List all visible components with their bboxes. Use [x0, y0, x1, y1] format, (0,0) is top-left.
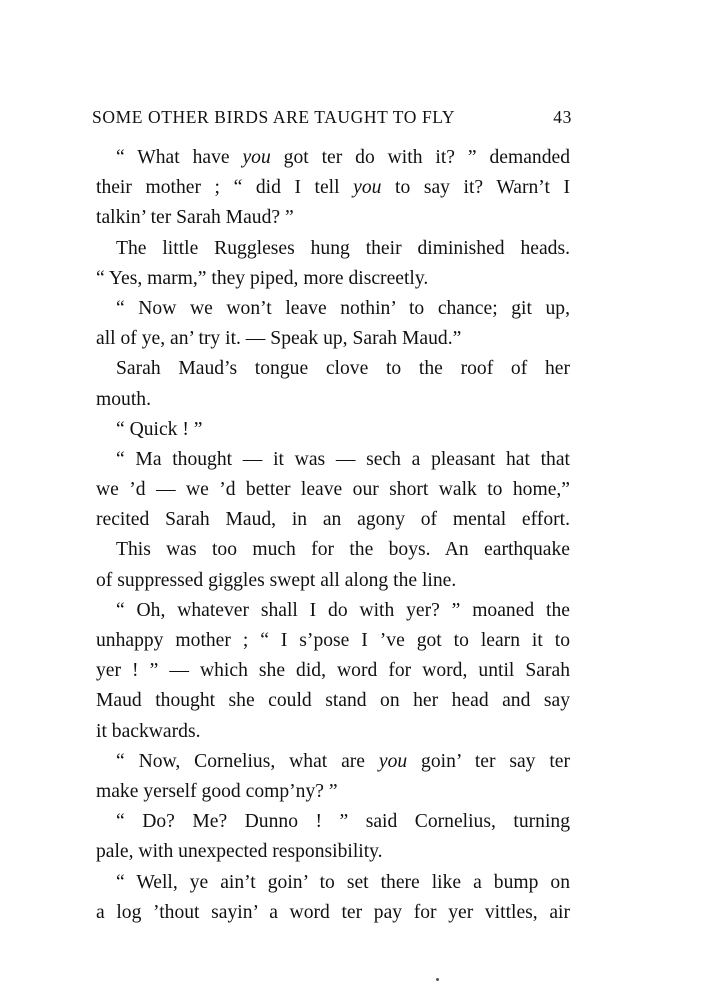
text-line: [96, 234, 570, 264]
text-run: their mother ; “ did I tell: [96, 177, 354, 199]
text-run: This was too much for the boys. An earthquake: [116, 539, 570, 561]
text-run: “ Yes, marm,” they piped, more discreetly.: [96, 267, 429, 289]
text-line: [96, 777, 570, 807]
text-line: [96, 415, 570, 445]
text-run: yer ! ” — which she did, word for word, until Sarah: [96, 660, 570, 682]
text-run: all of ye, an’ try it. — Speak up, Sarah Maud.”: [96, 328, 462, 350]
italic-emphasis: you: [378, 750, 408, 772]
text-run: “ Do? Me? Dunno ! ” said Cornelius, turning: [116, 811, 570, 833]
text-run: mouth.: [96, 388, 151, 410]
text-line: [96, 868, 570, 898]
text-line: [96, 264, 570, 294]
text-line: [96, 747, 570, 777]
text-line: [96, 324, 570, 354]
text-run: “ What have: [116, 147, 243, 168]
text-run: talkin’ ter Sarah Maud? ”: [96, 207, 294, 229]
text-run: pale, with unexpected responsibility.: [96, 841, 383, 863]
text-line: [96, 656, 570, 686]
text-line: [96, 566, 570, 596]
text-run: “ Now we won’t leave nothin’ to chance; git up,: [116, 297, 570, 319]
text-run: recited Sarah Maud, in an agony of mental effort.: [96, 509, 570, 531]
text-run: “ Now, Cornelius, what are: [116, 750, 379, 772]
text-line: [96, 686, 570, 716]
text-run: it backwards.: [96, 720, 201, 742]
text-run: got ter do with it? ” demanded: [270, 147, 570, 168]
text-line: [96, 807, 570, 837]
running-head: [92, 105, 572, 129]
text-line: [96, 505, 570, 535]
text-line: [96, 294, 570, 324]
text-line: [96, 354, 570, 384]
text-run: make yerself good comp’ny? ”: [96, 780, 338, 802]
text-line: [96, 143, 570, 173]
text-run: “ Quick ! ”: [116, 418, 203, 440]
text-line: [96, 596, 570, 626]
text-run: a log ’thout sayin’ a word ter pay for yer vittles, air: [96, 901, 570, 923]
page-number: 43: [553, 107, 572, 127]
text-line: [96, 203, 570, 233]
text-run: Sarah Maud’s tongue clove to the roof of her: [116, 358, 570, 380]
print-speck: [436, 978, 439, 981]
text-run: unhappy mother ; “ I s’pose I ’ve got to learn it to: [96, 630, 570, 651]
text-line: [96, 535, 570, 565]
italic-emphasis: you: [242, 147, 271, 168]
text-run: goin’ ter say ter: [407, 750, 571, 772]
text-run: we ’d — we ’d better leave our short walk to home,”: [96, 479, 570, 501]
text-line: [96, 626, 570, 656]
text-line: [96, 475, 570, 505]
text-run: “ Oh, whatever shall I do with yer? ” moaned the: [116, 599, 570, 621]
running-head-title: SOME OTHER BIRDS ARE TAUGHT TO FLY: [92, 107, 456, 127]
text-line: [96, 898, 570, 928]
text-run: “ Well, ye ain’t goin’ to set there like a bump on: [116, 871, 570, 893]
text-line: [96, 445, 570, 475]
text-run: of suppressed giggles swept all along the line.: [96, 569, 457, 591]
body-text: [96, 143, 570, 928]
text-run: to say it? Warn’t I: [381, 177, 570, 199]
text-run: Maud thought she could stand on her head and say: [96, 690, 570, 712]
text-line: [96, 717, 570, 747]
text-line: [96, 385, 570, 415]
text-line: [96, 173, 570, 203]
text-run: “ Ma thought — it was — sech a pleasant hat that: [116, 448, 570, 470]
text-run: The little Ruggleses hung their diminished heads.: [116, 237, 570, 259]
text-line: [96, 837, 570, 867]
italic-emphasis: you: [353, 177, 382, 199]
